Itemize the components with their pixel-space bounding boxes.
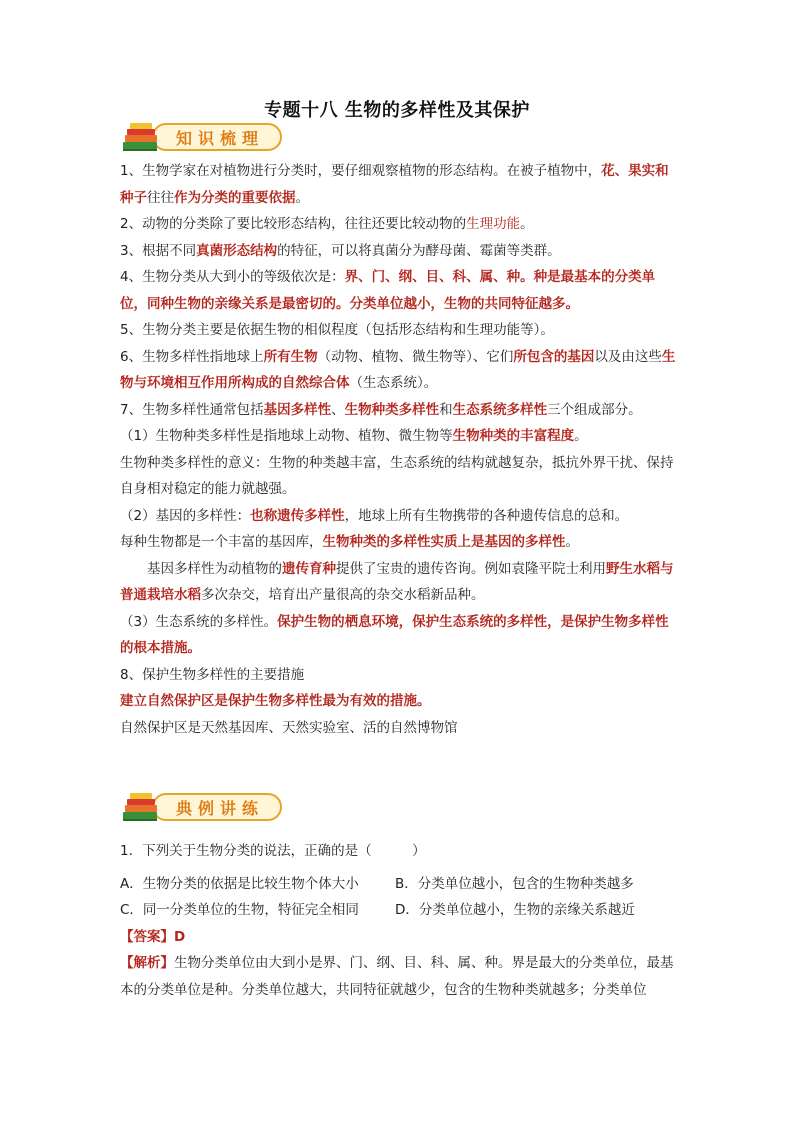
point-8-note: 自然保护区是天然基因库、天然实验室、活的自然博物馆 <box>120 719 458 736</box>
question-options <box>120 871 680 924</box>
page-title: 专题十八 生物的多样性及其保护 <box>264 100 530 121</box>
option-a: A．生物分类的依据是比较生物个体大小 <box>120 875 359 892</box>
point-8: 8、保护生物多样性的主要措施 <box>120 666 305 683</box>
point-7-3: （3）生态系统的多样性。保护生物的栖息环境，保护生态系统的多样性，是保护生物多样性的根本措施。 <box>120 613 669 656</box>
point-7-2-genepool: 每种生物都是一个丰富的基因库，生物种类的多样性实质上是基因的多样性。 <box>120 534 579 550</box>
point-2: 2、动物的分类除了要比较形态结构，往往还要比较动物的生理功能。 <box>120 216 534 232</box>
question-stem: 1．下列关于生物分类的说法，正确的是（ ） <box>120 843 426 859</box>
point-6: 6、生物多样性指地球上所有生物（动物、植物、微生物等）、它们所包含的基因以及由这些生物与环境相互作用所构成的自然综合体（生态系统）。 <box>120 348 676 391</box>
section-banner-label: 知识梳理 <box>152 123 282 151</box>
knowledge-content <box>120 158 680 741</box>
point-8-key: 建立自然保护区是保护生物多样性最为有效的措施。 <box>120 693 431 709</box>
point-7-1-meaning: 生物种类多样性的意义：生物的种类越丰富，生态系统的结构就越复杂，抵抗外界干扰、保持自身相对稳定的能力就越强。 <box>120 454 674 497</box>
point-5: 5、生物分类主要是依据生物的相似程度（包括形态结构和生理功能等）。 <box>120 322 554 338</box>
point-1: 1、生物学家在对植物进行分类时，要仔细观察植物的形态结构。在被子植物中，花、果实和种子往往作为分类的重要依据。 <box>120 163 669 206</box>
section-banner-knowledge <box>120 120 282 154</box>
section-banner-examples <box>120 790 282 824</box>
option-c: C．同一分类单位的生物，特征完全相同 <box>120 902 359 918</box>
point-4: 4、生物分类从大到小的等级依次是：界、门、纲、目、科、属、种。种是最基本的分类单位，同种生物的亲缘关系是最密切的。分类单位越小，生物的共同特征越多。 <box>120 269 656 312</box>
point-7-2: （2）基因的多样性：也称遗传多样性，地球上所有生物携带的各种遗传信息的总和。 <box>120 507 629 524</box>
point-7-2-example: 基因多样性为动植物的遗传育种提供了宝贵的遗传咨询。例如袁隆平院士利用野生水稻与普通栽培水稻多次杂交，培育出产量很高的杂交水稻新品种。 <box>120 560 674 603</box>
option-d: D．分类单位越小，生物的亲缘关系越近 <box>395 902 635 918</box>
analysis-line: 【解析】生物分类单位由大到小是界、门、纲、目、科、属、种。界是最大的分类单位，最基本的分类单位是种。分类单位越大，共同特征就越少，包含的生物种类就越多；分类单位 <box>120 955 674 998</box>
point-3: 3、根据不同真菌形态结构的特征，可以将真菌分为酵母菌、霉菌等类群。 <box>120 242 561 259</box>
question-1 <box>120 838 680 1003</box>
answer-line: 【答案】D <box>120 928 186 945</box>
point-7: 7、生物多样性通常包括基因多样性、生物种类多样性和生态系统多样性三个组成部分。 <box>120 401 642 418</box>
option-b: B．分类单位越小，包含的生物种类越多 <box>395 875 634 892</box>
point-7-1: （1）生物种类多样性是指地球上动物、植物、微生物等生物种类的丰富程度。 <box>120 428 588 444</box>
books-icon <box>120 120 162 154</box>
books-icon <box>120 790 162 824</box>
section-banner-label: 典例讲练 <box>152 793 282 821</box>
